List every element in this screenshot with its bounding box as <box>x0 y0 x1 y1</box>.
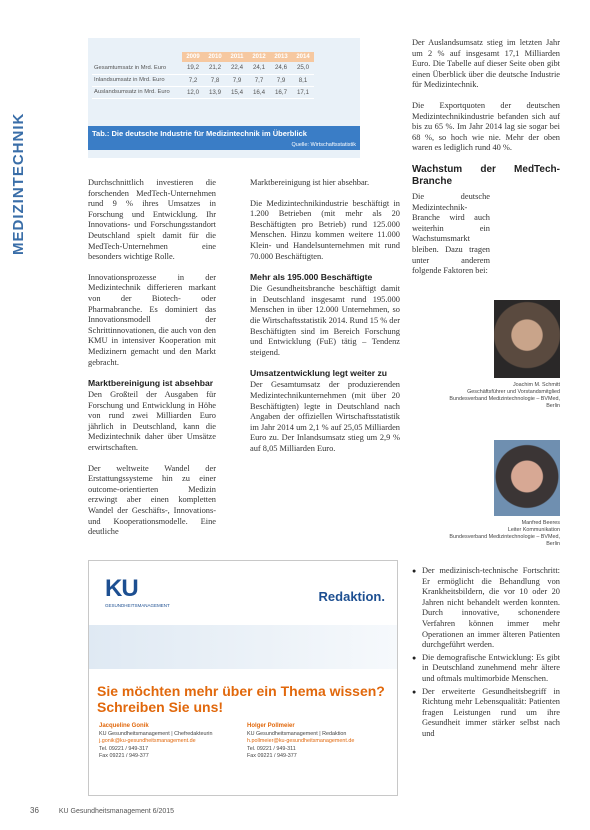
table-header-row <box>92 52 314 62</box>
paragraph: Die Gesundheitsbranche beschäftigt damit in Deutschland insgesamt rund 195.000 Menschen in über 12.000 Unternehmen, so die Wirtschaftsstatistik 2014. Rund 15 % der Beschäftigten sind im Bereich Forschung und Entwicklung (FuE) tätig – Tendenz steigend. <box>250 284 401 357</box>
table-cell: 22,4 <box>226 62 248 74</box>
table-cell: 19,2 <box>182 62 204 74</box>
paragraph: Den Großteil der Ausgaben für Forschung und Entwicklung in Höhe von rund zwei Milliarden Euro jährlich in Deutschland, kann die Medizintechnik daher über Umsätze erwirtschaften. <box>88 390 216 453</box>
section-label: MEDIZINTECHNIK <box>10 112 27 255</box>
ad-redaktion: Redaktion. <box>318 589 385 604</box>
contact-name: Holger Pollmeier <box>247 723 295 729</box>
table-cell: 24,1 <box>248 62 270 74</box>
contact-fax: Fax 09221 / 949-377 <box>99 753 149 759</box>
photo-caption: Manfred Beeres Leiter Kommunikation Bundesverband Medizintechnologie – BVMed, Berlin <box>449 520 560 547</box>
ad-hero-image <box>89 625 397 669</box>
contact-role: KU Gesundheitsmanagement | Chefredakteurin <box>99 730 213 737</box>
table-cell: 8,1 <box>292 74 314 86</box>
table-row <box>92 86 314 98</box>
contact-name: Jacqueline Gonik <box>99 723 149 729</box>
table-cell: 15,4 <box>226 86 248 98</box>
article-column-3 <box>412 38 560 287</box>
ku-logo: KU <box>105 575 138 602</box>
footer-publication: KU Gesundheitsmanagement 6/2015 <box>58 808 175 815</box>
table-cell: 7,9 <box>270 74 292 86</box>
table-cell: 7,7 <box>248 74 270 86</box>
contact-tel: Tel. 09221 / 949-311 <box>247 745 296 752</box>
table-cell: 16,7 <box>270 86 292 98</box>
article-column-1 <box>88 178 216 548</box>
page-footer <box>30 806 174 815</box>
ku-logo-subtitle: GESUNDHEITSMANAGEMENT <box>105 603 170 608</box>
paragraph: Durchschnittlich investieren die forschenden MedTech-Unternehmen rund 9 % ihres Umsatzes in Forschung und Entwicklung. Ihr Innovations- und Forschungsstandort Deutschland spielt damit für die MedTech-Unternehmen eine besonders wichtige Rolle. <box>88 178 216 262</box>
factor-list <box>412 566 560 742</box>
paragraph: Die deutsche Medizintechnik-Branche wird auch weiterhin ein Wachstumsmarkt bleiben. Dazu tragen unter anderem folgende Faktoren bei: <box>412 191 490 276</box>
row-label: Gesamtumsatz in Mrd. Euro <box>92 62 182 74</box>
table-cell: 12,0 <box>182 86 204 98</box>
portrait-photo <box>494 440 560 516</box>
ad-contact <box>247 723 387 761</box>
table-cell: 7,2 <box>182 74 204 86</box>
portrait-photo <box>494 300 560 378</box>
year-header: 2012 <box>248 52 270 62</box>
table-cell: 13,9 <box>204 86 226 98</box>
subheading: Wachstum der MedTech-Branche <box>412 163 560 187</box>
table-row <box>92 62 314 74</box>
table-cell: 7,9 <box>226 74 248 86</box>
paragraph: Der Gesamtumsatz der produzierenden Medizintechnikunternehmen (mit über 20 Beschäftigten) legte in Deutschland nach Angaben der offiziellen Wirtschaftsstatistik im Jahr 2014 um 2,1 % auf 25,05 Milliarden Euro zu. Der Inlandsumsatz stieg um 2,9 % auf 8,05 Milliarden Euro. <box>250 380 400 453</box>
table-caption-text: Tab.: Die deutsche Industrie für Medizintechnik im Überblick <box>92 129 307 138</box>
paragraph: Der weltweite Wandel der Erstattungssysteme hin zu einer outcome-orientierten Medizin erzwingt aber einen kompletten Wandel der Geschäfts-, Innovations- und Kooperationsmodelle. Eine deutliche <box>88 463 216 537</box>
year-header: 2013 <box>270 52 292 62</box>
table-cell: 17,1 <box>292 86 314 98</box>
subheading: Umsatzentwicklung legt weiter zu <box>250 368 388 379</box>
table-cell: 7,8 <box>204 74 226 86</box>
contact-email-link[interactable]: j.gonik@ku-gesundheitsmanagement.de <box>99 738 196 744</box>
ad-headline-line: Schreiben Sie uns! <box>97 699 224 715</box>
photo-caption: Joachim M. Schmitt Geschäftsführer und Vorstandsmitglied Bundesverband Medizintechnologie – BVMed, Berlin <box>449 382 560 409</box>
ad-contact <box>99 723 239 761</box>
table-caption <box>88 126 360 150</box>
page-number: 36 <box>30 806 39 815</box>
subheading: Mehr als 195.000 Beschäftigte <box>250 272 373 283</box>
year-header: 2010 <box>204 52 226 62</box>
subheading: Marktbereinigung ist absehbar <box>88 378 214 389</box>
stats-table-block <box>88 38 360 158</box>
list-item: ● Der medizinisch-technische Fortschritt: Er ermöglicht die Behandlung von Krankheitsbildern, die vor 10 oder 20 Jahren nicht behandelt werden konnten. Durch innovative, schonendere Verfahren können immer mehr Operationen an immer älteren Patienten durchgeführt werden. <box>412 566 560 651</box>
paragraph: Die Medizintechnikindustrie beschäftigt in 1.200 Betrieben (mit mehr als 20 Beschäftigten pro Betrieb) rund 125.000 Menschen. Hinzu kommen weitere 11.000 Klein- und Handelsunternehmen mit rund 70.000 Beschäftigten. <box>250 198 400 261</box>
table-cell: 24,6 <box>270 62 292 74</box>
ad-headline-line: Sie möchten mehr über ein Thema wissen? <box>97 683 385 699</box>
year-header: 2011 <box>226 52 248 62</box>
year-header: 2014 <box>292 52 314 62</box>
paragraph: Die Exportquoten der deutschen Medizintechnikindustrie befanden sich auf bis zu 65 %. Im Jahr 2014 lag sie sogar bei 68 %, so hoch wie nie. Mehr der oben waren es lediglich rund 40 %. <box>412 100 560 153</box>
table-cell: 16,4 <box>248 86 270 98</box>
contact-fax: Fax 09221 / 949-377 <box>247 753 297 759</box>
row-label: Auslandsumsatz in Mrd. Euro <box>92 86 182 98</box>
article-column-2 <box>250 178 400 464</box>
paragraph: Innovationsprozesse in der Medizintechnik differieren markant von der Biotech- oder Pharmabranche. Es dominiert das Innovationsmodell der Schrittinnovationen, die auch von den KMU in intensiver Kooperation mit Medizinern gemacht und den Markt gebracht. <box>88 272 216 367</box>
row-label: Inlandsumsatz in Mrd. Euro <box>92 74 182 86</box>
table-source: Quelle: Wirtschaftsstatistik <box>291 142 356 148</box>
table-cell: 21,2 <box>204 62 226 74</box>
table-cell: 25,0 <box>292 62 314 74</box>
list-item: ● Der erweiterte Gesundheitsbegriff in Richtung mehr Lebensqualität: Patienten fragen Leistungen rund um ihre Gesundheit immer stärker selbst nach und <box>412 687 560 740</box>
contact-email-link[interactable]: h.pollmeier@ku-gesundheitsmanagement.de <box>247 738 355 744</box>
stats-table <box>92 52 314 99</box>
table-row <box>92 74 314 86</box>
paragraph: Marktbereinigung ist hier absehbar. <box>250 178 370 187</box>
contact-tel: Tel. 09221 / 949-317 <box>99 745 149 752</box>
year-header: 2009 <box>182 52 204 62</box>
list-item: ● Die demografische Entwicklung: Es gibt in Deutschland zunehmend mehr ältere und oftmals multimorbide Menschen. <box>412 653 560 685</box>
contact-role: KU Gesundheitsmanagement | Redaktion <box>247 730 347 737</box>
paragraph: Der Auslandsumsatz stieg im letzten Jahr um 2 % auf insgesamt 17,1 Milliarden Euro. Die Tabelle auf dieser Seite oben gibt einen Überblick über die deutsche Industrie für Medizintechnik. <box>412 38 560 90</box>
ad-headline <box>97 683 387 715</box>
advertisement <box>88 560 398 796</box>
